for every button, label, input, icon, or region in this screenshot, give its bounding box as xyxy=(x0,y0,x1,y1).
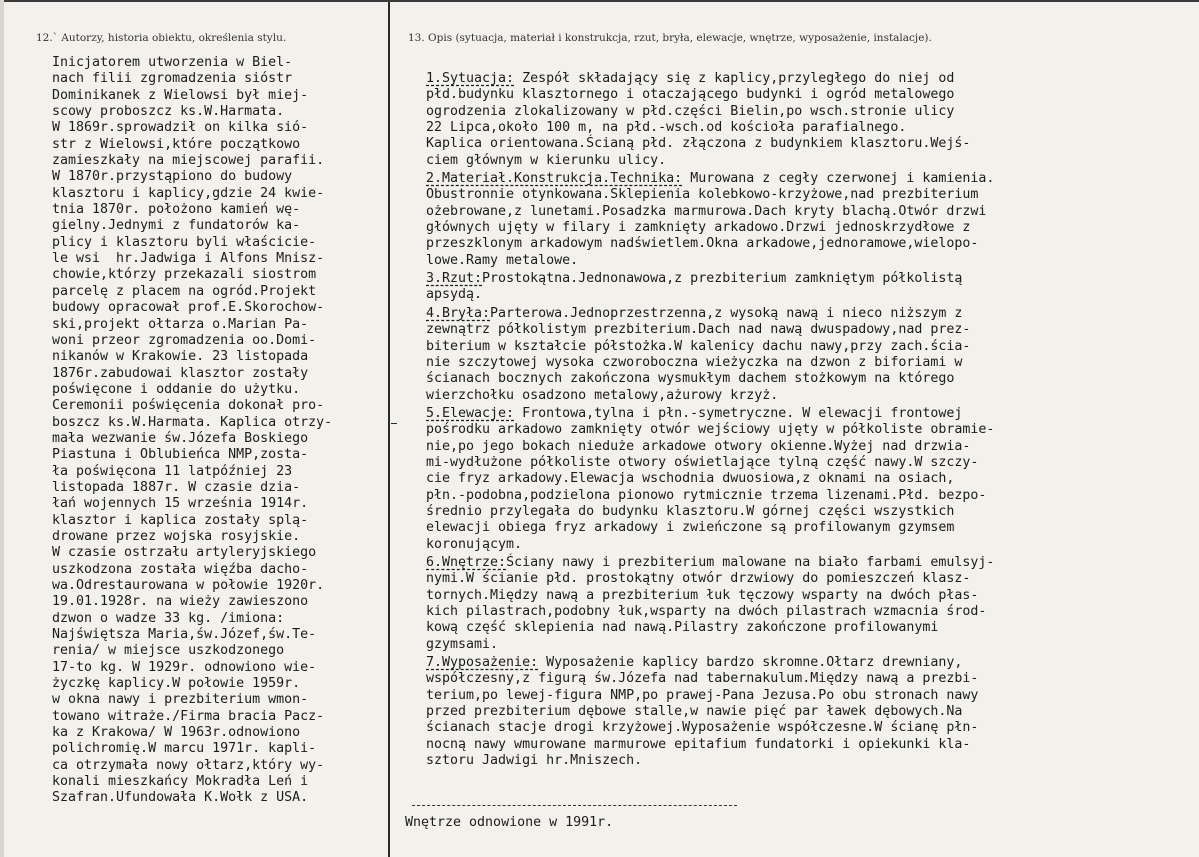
section-text: Ściany nawy i prezbiterium malowane na biało farbami emulsyj- xyxy=(506,554,995,570)
section-text: ożebrowane,z lunetami.Posadzka marmurowa.Dach kryty blachą.Otwór drzwi xyxy=(426,203,987,219)
section-text: nie szczytowej wysoka czworoboczna wieżyczka na dzwon z biforiami w xyxy=(426,354,963,370)
section-line xyxy=(426,471,1198,487)
history-line: tnia 1870r. położono kamień wę- xyxy=(52,202,301,218)
section-text: Wyposażenie kaplicy bardzo skromne.Ołtarz drewniany, xyxy=(538,655,963,671)
section-line xyxy=(426,688,1198,704)
section-line xyxy=(426,153,1198,169)
history-line: ski,projekt ołtarza o.Marian Pa- xyxy=(52,316,309,332)
section-line xyxy=(426,620,1198,636)
left-column-header: 12.` Autorzy, historia obiektu, określenia stylu. xyxy=(36,32,287,44)
section-text: kich pilastrach,podobny łuk,wsparty na dwóch pilastrach wzmacnia środ- xyxy=(426,604,987,619)
section-text: Kaplica orientowana.Ścianą płd. złączona z budynkiem klasztoru.Wejś- xyxy=(426,136,971,152)
history-line: mała wezwanie św.Józefa Boskiego xyxy=(52,430,309,446)
history-line: scowy proboszcz ks.W.Harmata. xyxy=(52,104,285,120)
history-line: listopada 1887r. W czasie dzia- xyxy=(52,479,301,495)
section-text: nie,po jego bokach nieduże arkadowe otwory okienne.Wyżej nad drzwia- xyxy=(426,438,971,454)
history-line: poświęcone i oddanie do użytku. xyxy=(52,381,301,397)
history-line: wa.Odrestaurowana w połowie 1920r. xyxy=(52,578,325,593)
section-line xyxy=(426,388,1198,404)
top-border xyxy=(0,0,1199,2)
section-text: pośrodku arkadowo zamknięty otwór wejściowy ujęty w półkoliste obramie- xyxy=(426,422,995,438)
history-line: Inicjatorem utworzenia w Biel- xyxy=(52,55,293,70)
footer-note: Wnętrze odnowione w 1991r. xyxy=(405,815,614,830)
history-text xyxy=(52,55,388,807)
section-text: lowe.Ramy metalowe. xyxy=(426,252,579,268)
section-line xyxy=(426,520,1198,536)
history-line: zamieszkały na miejscowej parafii. xyxy=(52,153,325,169)
section-text: tornych.Między nawą a prezbiterium łuk tęczowy wsparty na dwóch płas- xyxy=(426,587,979,603)
footer-rule xyxy=(412,805,737,806)
section-line xyxy=(426,571,1198,587)
section-line xyxy=(426,220,1198,236)
section-text: biterium w kształcie półstożka.W kalenicy dachu nawy,przy zach.ścia- xyxy=(426,338,971,354)
history-line: ca otrzymała nowy ołtarz,który wy- xyxy=(52,757,325,773)
history-line: Ceremonii poświęcenia dokonał pro- xyxy=(52,398,325,414)
section-text: przed prezbiterium dębowe stalle,w nawie pięć par ławek dębowych.Na xyxy=(426,704,963,720)
section-text: nymi.W ścianie płd. prostokątny otwór drzwiowy do pomieszczeń klasz- xyxy=(426,571,971,587)
section-text: kową część sklepienia nad nawą.Pilastry zakończone profilowanymi xyxy=(426,620,939,636)
section-text: współczesny,z figurą św.Józefa nad tabernakulum.Między nawą a prezbi- xyxy=(426,671,979,687)
section-text: nocną nawy wmurowane marmurowe epitafium fundatorki i opiekunki kla- xyxy=(426,736,971,752)
section-line xyxy=(426,87,1198,103)
section-text: zewnątrz półkolistym prezbiterium.Dach nad nawą dwuspadowy,nad prez- xyxy=(426,322,971,338)
section-line xyxy=(426,322,1198,338)
section-line xyxy=(426,339,1198,355)
history-line: 1876r.zabudowai klasztor zostały xyxy=(52,365,309,381)
section-text: mi-wydłużone półkoliste otwory oświetlające tylną część nawy.W szczy- xyxy=(426,454,979,470)
section-line xyxy=(426,355,1198,371)
section-line xyxy=(426,71,1198,87)
history-line: w okna nawy i prezbiterium wmon- xyxy=(52,692,309,708)
history-line: klasztoru i kaplicy,gdzie 24 kwie- xyxy=(52,185,325,201)
section-label: 2.Materiał.Konstrukcja.Technika: xyxy=(426,171,683,187)
history-line: Szafran.Ufundowała K.Wołk z USA. xyxy=(52,790,309,806)
section-line xyxy=(426,604,1198,620)
history-line: W czasie ostrzału artyleryjskiego xyxy=(52,545,317,561)
history-line: łań wojennych 15 września 1914r. xyxy=(52,496,309,512)
history-line: nach filii zgromadzenia sióstr xyxy=(52,71,293,87)
section-text: średnio przylegała do budynku klasztoru.W górnej części wszystkich xyxy=(426,503,955,519)
section-label: 4.Bryła: xyxy=(426,305,491,321)
section-line xyxy=(426,171,1198,187)
column-divider xyxy=(388,2,390,857)
section-text: Prostokątna.Jednonawowa,z prezbiterium zamkniętym półkolistą xyxy=(482,271,963,287)
section-line xyxy=(426,753,1198,769)
section-line xyxy=(426,271,1198,287)
section-text: wierzchołku osadzono metalowy,ażurowy krzyż. xyxy=(426,387,779,403)
section-line xyxy=(426,720,1198,736)
history-line: W 1869r.sprowadził on kilka sió- xyxy=(52,120,309,136)
section-text: ogrodzenia zlokalizowany w płd.części Bielin,po wsch.stronie ulicy xyxy=(426,103,955,119)
history-line: życzkę kaplicy.W połowie 1959r. xyxy=(52,676,301,692)
section-label: 6.Wnętrze: xyxy=(426,554,507,570)
section-line xyxy=(426,306,1198,322)
section-line xyxy=(426,287,1198,303)
section-text: ciem głównym w kierunku ulicy. xyxy=(426,152,667,168)
history-line: Najświętsza Maria,św.Józef,św.Te- xyxy=(52,627,317,643)
left-edge xyxy=(0,0,4,857)
section-text: Zespół składający się z kaplicy,przyległego do niej od xyxy=(514,71,955,86)
history-line: konali mieszkańcy Mokradła Leń i xyxy=(52,774,309,790)
history-line: parcelę z placem na ogród.Projekt xyxy=(52,283,317,299)
section-text: ścianach stacje drogi krzyżowej.Wyposażenie współczesne.W ścianę płn- xyxy=(426,720,979,736)
section-text: elewacji obiega fryz arkadowy i zwieńczone są profilowanym gzymsem xyxy=(426,520,955,536)
section-line xyxy=(426,555,1198,571)
section-text: apsydą. xyxy=(426,287,483,303)
section-text: 22 Lipca,około 100 m, na płd.-wsch.od kościoła parafialnego. xyxy=(426,120,907,136)
section-gap xyxy=(426,769,1198,771)
section-text: płd.budynku klasztornego i otaczającego budynki i ogród metalowego xyxy=(426,87,955,103)
section-text: płn.-podobna,podzielona pionowo rytmicznie trzema lizenami.Płd. bezpo- xyxy=(426,487,987,503)
section-label: 5.Elewacje: xyxy=(426,405,515,421)
history-line: 19.01.1928r. na wieży zawieszono xyxy=(52,594,309,610)
section-line xyxy=(426,236,1198,252)
history-line: woni przeor zgromadzenia oo.Domi- xyxy=(52,332,317,348)
section-line xyxy=(426,588,1198,604)
history-line: 17-to kg. W 1929r. odnowiono wie- xyxy=(52,659,317,675)
history-line: chowie,którzy przekazali siostrom xyxy=(52,267,317,283)
section-line xyxy=(426,204,1198,220)
section-line xyxy=(426,406,1198,422)
section-text: sztoru Jadwigi hr.Mniszech. xyxy=(426,753,643,769)
divider-tick xyxy=(391,423,397,424)
section-line xyxy=(426,136,1198,152)
section-text: koronującym. xyxy=(426,536,523,552)
section-text: gzymsami. xyxy=(426,636,499,652)
section-text: przeszklonym arkadowym nadświetlem.Okna arkadowe,jednoramowe,wielopo- xyxy=(426,236,979,252)
history-line: dzwon o wadze 33 kg. /imiona: xyxy=(52,610,285,626)
history-line: renia/ w miejsce uszkodzonego xyxy=(52,643,285,659)
description-text xyxy=(426,71,1198,771)
section-text: ścianach bocznych zakończona wysmukłym dachem stożkowym na którego xyxy=(426,371,955,387)
section-text: Obustronnie otynkowana.Sklepienia kolebkowo-krzyżowe,nad prezbiterium xyxy=(426,187,979,203)
section-line xyxy=(426,504,1198,520)
history-line: str z Wielowsi,które początkowo xyxy=(52,136,301,152)
section-line xyxy=(426,655,1198,671)
history-line: W 1870r.przystąpiono do budowy xyxy=(52,169,293,185)
history-line: plicy i klasztoru byli właścicie- xyxy=(52,234,317,250)
history-line: polichromię.W marcu 1971r. kapli- xyxy=(52,741,317,757)
history-line: le wsi hr.Jadwiga i Alfons Mnisz- xyxy=(52,251,325,267)
section-line xyxy=(426,253,1198,269)
section-text: terium,po lewej-figura NMP,po prawej-Pana Jezusa.Po obu stronach nawy xyxy=(426,687,979,703)
section-label: 7.Wyposażenie: xyxy=(426,655,539,671)
history-line: Dominikanek z Wielowsi był miej- xyxy=(52,87,309,103)
history-line: boszcz ks.W.Harmata. Kaplica otrzy- xyxy=(52,414,333,430)
section-text: cie fryz arkadowy.Elewacja wschodnia dwuosiowa,z oknami na osiach, xyxy=(426,471,955,487)
section-label: 3.Rzut: xyxy=(426,271,483,287)
history-line: Piastuna i Oblubieńca NMP,zosta- xyxy=(52,447,309,463)
right-column-header: 13. Opis (sytuacja, materiał i konstrukcja, rzut, bryła, elewacje, wnętrze, wyposażenie, instalacje). xyxy=(408,32,932,44)
history-line: ka z Krakowa/ W 1963r.odnowiono xyxy=(52,725,301,741)
history-line: ła poświęcona 11 latpóźniej 23 xyxy=(52,463,293,479)
section-line xyxy=(426,488,1198,504)
history-line: uszkodzona została więźba dacho- xyxy=(52,561,309,577)
section-line xyxy=(426,637,1198,653)
section-text: Murowana z cegły czerwonej i kamienia. xyxy=(682,171,995,187)
section-line xyxy=(426,187,1198,203)
section-label: 1.Sytuacja: xyxy=(426,71,515,86)
history-line: gielny.Jednymi z fundatorów ka- xyxy=(52,218,301,234)
history-line: drowane przez wojska rosyjskie. xyxy=(52,528,301,544)
section-line xyxy=(426,737,1198,753)
section-text: Frontowa,tylna i płn.-symetryczne. W elewacji frontowej xyxy=(514,405,963,421)
section-line xyxy=(426,704,1198,720)
history-line: towano witraże./Firma bracia Pacz- xyxy=(52,708,325,724)
section-text: głównych ujęty w filary i zamknięty arkadowo.Drzwi jednoskrzydłowe z xyxy=(426,220,971,236)
section-line xyxy=(426,455,1198,471)
history-line: nikanów w Krakowie. 23 listopada xyxy=(52,349,309,365)
section-line xyxy=(426,537,1198,553)
section-line xyxy=(426,422,1198,438)
section-line xyxy=(426,120,1198,136)
section-line xyxy=(426,439,1198,455)
history-line: klasztor i kaplica zostały splą- xyxy=(52,512,309,528)
history-line: budowy opracował prof.E.Skorochow- xyxy=(52,300,325,316)
section-text: Parterowa.Jednoprzestrzenna,z wysoką nawą i nieco niższym z xyxy=(490,305,963,321)
section-line xyxy=(426,371,1198,387)
section-line xyxy=(426,671,1198,687)
section-line xyxy=(426,104,1198,120)
